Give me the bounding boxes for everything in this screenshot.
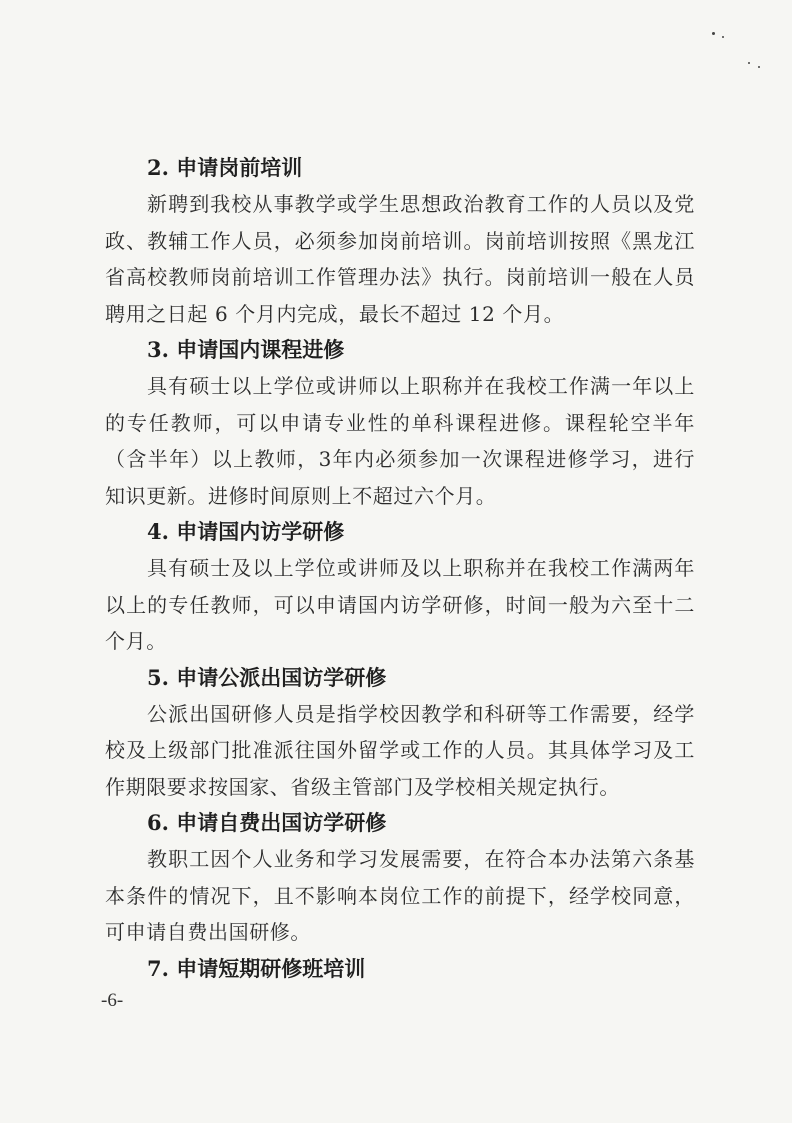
document-body <box>105 150 695 987</box>
section-heading-2: 2. 申请岗前培训 <box>147 155 303 180</box>
section-heading-5: 5. 申请公派出国访学研修 <box>147 664 387 690</box>
scan-speck <box>712 32 715 35</box>
section-heading-7: 7. 申请短期研修班培训 <box>147 955 366 981</box>
section-paragraph-3: 具有硕士以上学位或讲师以上职称并在我校工作满一年以上的专任教师，可以申请专业性的单科课程进修。课程轮空半年（含半年）以上教师，3年内必须参加一次课程进修学习，进行知识更新。进修时间原则上不超过六个月。 <box>105 374 695 508</box>
scan-speck <box>722 36 724 38</box>
section-paragraph-6: 教职工因个人业务和学习发展需要，在符合本办法第六条基本条件的情况下，且不影响本岗位工作的前提下，经学校同意，可申请自费出国研修。 <box>105 847 695 944</box>
section-heading-3: 3. 申请国内课程进修 <box>147 337 345 362</box>
section-heading-4: 4. 申请国内访学研修 <box>147 519 345 544</box>
scan-speck <box>748 62 750 64</box>
section-paragraph-5: 公派出国研修人员是指学校因教学和科研等工作需要，经学校及上级部门批准派往国外留学或工作的人员。其具体学习及工作期限要求按国家、省级主管部门及学校相关规定执行。 <box>105 701 695 799</box>
section-paragraph-2: 新聘到我校从事教学或学生思想政治教育工作的人员以及党政、教辅工作人员，必须参加岗前培训。岗前培训按照《黑龙江省高校教师岗前培训工作管理办法》执行。岗前培训一般在人员聘用之日起 6 个月内完成，最长不超过 12 个月。 <box>105 192 695 326</box>
section-heading-6: 6. 申请自费出国访学研修 <box>147 810 387 835</box>
scan-speck <box>758 66 760 68</box>
page-number: -6- <box>101 990 124 1011</box>
section-paragraph-4: 具有硕士及以上学位或讲师及以上职称并在我校工作满两年以上的专任教师，可以申请国内访学研修，时间一般为六至十二个月。 <box>105 556 695 653</box>
